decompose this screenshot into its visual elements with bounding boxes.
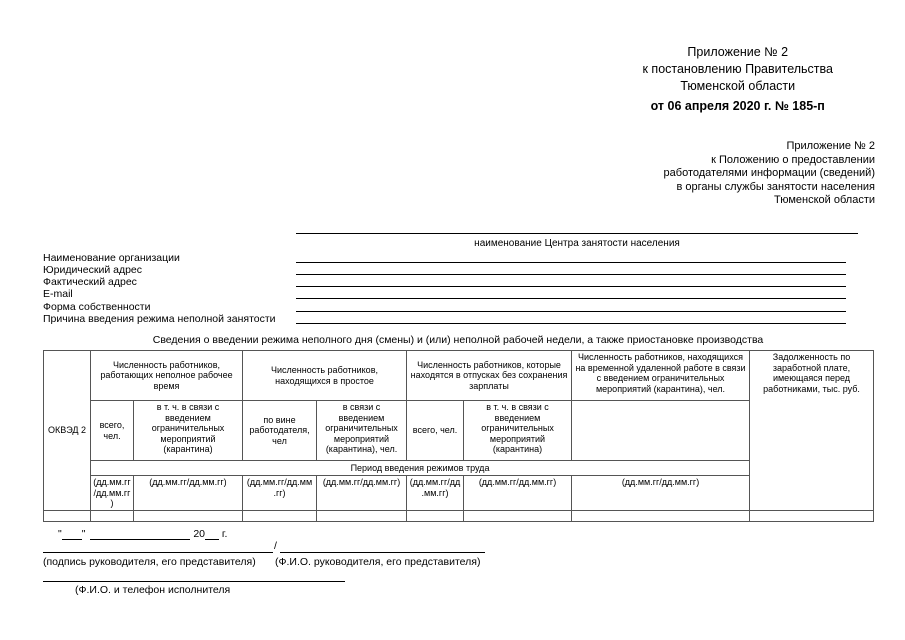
- empty-cell[interactable]: [464, 510, 572, 521]
- period-label: Период введения режимов труда: [91, 461, 750, 476]
- subheader-line4: в органы службы занятости населения: [676, 180, 875, 193]
- subheader-line1: Приложение № 2: [786, 140, 875, 152]
- col-okved-header: ОКВЭД 2: [44, 351, 91, 511]
- date-cell-7: (дд.мм.гг/дд.мм.гг): [572, 476, 750, 511]
- field-reason-label: Причина введения режима неполной занятости: [43, 313, 276, 325]
- executor-caption: (Ф.И.О. и телефон исполнителя: [75, 584, 231, 596]
- empty-cell[interactable]: [750, 510, 874, 521]
- field-actual-address-label: Фактический адрес: [43, 276, 137, 288]
- resolution-date: от 06 апреля 2020 г. № 185-п: [650, 99, 825, 113]
- field-legal-address-label: Юридический адрес: [43, 264, 143, 276]
- table-title: Сведения о введении режима неполного дня (смены) и (или) неполной рабочей недели, а также приостановке производства: [152, 334, 764, 346]
- subheader-line5: Тюменской области: [773, 194, 875, 206]
- date-cell-1: (дд.мм.гг /дд.мм.гг ): [91, 476, 134, 511]
- date-month-blank[interactable]: [90, 529, 190, 540]
- region-name: Тюменской области: [680, 79, 796, 93]
- field-org-name-label: Наименование организации: [43, 252, 180, 264]
- field-email-line[interactable]: [296, 298, 846, 299]
- employment-table: [43, 350, 874, 522]
- field-email-label: E-mail: [43, 288, 73, 300]
- date-line: [58, 528, 227, 540]
- date-cell-3: (дд.мм.гг/дд.мм .гг): [243, 476, 317, 511]
- subheader-line2: к Положению о предоставлении: [711, 153, 875, 166]
- field-actual-address-line[interactable]: [296, 286, 846, 287]
- center-name-line: [296, 233, 858, 234]
- field-org-name-line[interactable]: [296, 262, 846, 263]
- subheader-line3: работодателями информации (сведений): [663, 167, 875, 179]
- field-ownership-line[interactable]: [296, 311, 846, 312]
- table-row: [44, 510, 874, 521]
- date-cell-5: (дд.мм.гг/дд .мм.гг): [407, 476, 464, 511]
- year-suffix: г.: [221, 528, 228, 540]
- signature-caption: (подпись руководителя, его представителя): [43, 556, 256, 568]
- appendix-subheader: [664, 140, 875, 208]
- sub-leave-restrictions: в т. ч. в связи с введением ограничительных мероприятий (карантина): [464, 401, 572, 461]
- date-year-blank[interactable]: [205, 529, 219, 540]
- date-cell-2: (дд.мм.гг/дд.мм.гг): [134, 476, 243, 511]
- field-legal-address-line[interactable]: [296, 274, 846, 275]
- header-unpaid-leave: Численность работников, которые находятся в отпусках без сохранения зарплаты: [407, 351, 572, 401]
- empty-cell[interactable]: [572, 510, 750, 521]
- date-cell-6: (дд.мм.гг/дд.мм.гг): [464, 476, 572, 511]
- header-idle: Численность работников, находящихся в простое: [243, 351, 407, 401]
- signature-slash: /: [274, 540, 277, 552]
- field-ownership-label: Форма собственности: [43, 301, 151, 313]
- signature-line[interactable]: [43, 552, 273, 553]
- empty-cell[interactable]: [91, 510, 134, 521]
- empty-cell[interactable]: [44, 510, 91, 521]
- name-caption: (Ф.И.О. руководителя, его представителя): [275, 556, 481, 568]
- sub-idle-restrictions: в связи с введением ограничительных мероприятий (карантина), чел.: [317, 401, 407, 461]
- empty-cell[interactable]: [134, 510, 243, 521]
- sub-remote-empty: [572, 401, 750, 461]
- field-reason-line[interactable]: [296, 323, 846, 324]
- appendix-header: [642, 44, 833, 115]
- empty-cell[interactable]: [243, 510, 317, 521]
- center-name-caption: наименование Центра занятости населения: [474, 238, 680, 249]
- name-line[interactable]: [280, 552, 485, 553]
- sub-leave-total: всего, чел.: [407, 401, 464, 461]
- resolution-reference: к постановлению Правительства: [642, 62, 833, 76]
- empty-cell[interactable]: [317, 510, 407, 521]
- header-salary-debt: Задолженность по заработной плате, имеющаяся перед работниками, тыс. руб.: [750, 351, 874, 511]
- header-remote: Численность работников, находящихся на временной удаленной работе в связи с введением ограничительных мероприятий (карантина), чел.: [572, 351, 750, 401]
- year-prefix: 20: [193, 528, 205, 540]
- header-part-time: Численность работников, работающих неполное рабочее время: [91, 351, 243, 401]
- executor-line[interactable]: [43, 581, 345, 582]
- sub-part-time-total: всего, чел.: [91, 401, 134, 461]
- date-open-quote: ": [58, 528, 62, 540]
- sub-idle-employer-fault: по вине работодателя, чел: [243, 401, 317, 461]
- sub-part-time-restrictions: в т. ч. в связи с введением ограничительных мероприятий (карантина): [134, 401, 243, 461]
- appendix-title: Приложение № 2: [687, 45, 789, 59]
- date-close-quote: ": [81, 528, 86, 540]
- date-cell-4: (дд.мм.гг/дд.мм.гг): [317, 476, 407, 511]
- date-day-blank[interactable]: [62, 529, 82, 540]
- empty-cell[interactable]: [407, 510, 464, 521]
